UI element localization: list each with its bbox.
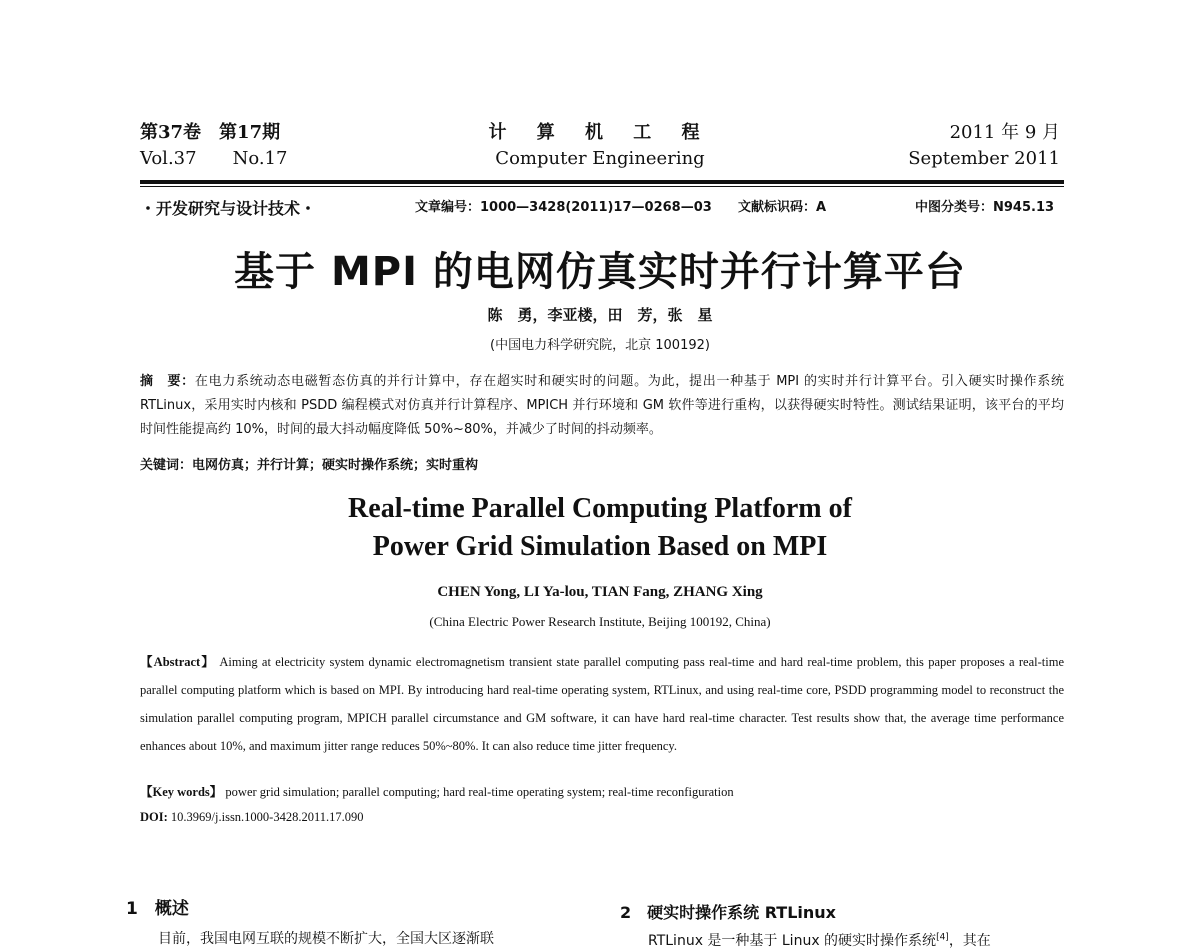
- abstract-cn: [140, 370, 1064, 442]
- section-2-text-tail: ，其在: [948, 933, 991, 949]
- header-rule-thick: [140, 180, 1064, 184]
- header-rule-thin: [140, 186, 1064, 187]
- abstract-en-label: 【Abstract】: [140, 655, 216, 669]
- volume-issue-en: Vol.37 No.17: [140, 148, 288, 169]
- affiliation-cn: (中国电力科学研究院，北京 100192): [490, 338, 710, 353]
- paper-title-en: [100, 490, 1100, 566]
- section-2-heading: 2 硬实时操作系统 RTLinux: [620, 903, 837, 922]
- abstract-cn-label: 摘 要：: [140, 374, 195, 389]
- paper-title-en-line1: Real-time Parallel Computing Platform of: [348, 493, 852, 524]
- date-cn: 2011 年 9 月: [949, 122, 1060, 143]
- journal-name-cn: 计 算 机 工 程: [488, 122, 712, 143]
- section-1-body: 目前，我国电网互联的规模不断扩大，全国大区逐渐联: [158, 931, 494, 947]
- section-2-body: [648, 930, 991, 950]
- journal-date: [908, 120, 1060, 172]
- keywords-en-text: power grid simulation; parallel computing; hard real-time operating system; real-time reconfiguration: [222, 785, 734, 799]
- citation-ref: [4]: [936, 932, 949, 943]
- abstract-cn-text: 在电力系统动态电磁暂态仿真的并行计算中，存在超实时和硬实时的问题。为此，提出一种基于 MPI 的实时并行计算平台。引入硬实时操作系统 RTLinux，采用实时内核和 PSDD 编程模式对仿真并行计算程序、MPICH 并行环境和 GM 软件等进行重构，以获得硬实时特性。测试结果证明，该平台的平均时间性能提高约 10%，时间的最大抖动幅度降低 50%~80%，并减少了时间的抖动频率。: [140, 374, 1064, 437]
- abstract-en-text: Aiming at electricity system dynamic electromagnetism transient state parallel computing pass real-time and hard real-time problem, this paper proposes a real-time parallel computing platform which is based on MPI. By introducing hard real-time operating system, RTLinux, and using real-time core, PSDD programming model to reconstruct the simulation parallel computing program, MPICH parallel circumstance and GM software, it can have hard real-time character. Test results show that, the average time performance enhances about 10%, and maximum jitter range reduces 50%~80%. It can also reduce time jitter frequency.: [140, 655, 1065, 753]
- article-category: ・开发研究与设计技术・: [140, 199, 317, 218]
- journal-volume-issue: [140, 120, 287, 172]
- date-en: September 2011: [908, 148, 1060, 169]
- doi-label: DOI:: [140, 810, 168, 824]
- journal-name: [440, 120, 760, 172]
- abstract-en: [140, 648, 1064, 760]
- keywords-cn: 关键词：电网仿真；并行计算；硬实时操作系统；实时重构: [140, 458, 479, 473]
- classification-number: 中图分类号：N945.13: [915, 200, 1055, 215]
- volume-issue-cn: 第37卷 第17期: [140, 122, 281, 143]
- paper-title-en-line2: Power Grid Simulation Based on MPI: [372, 531, 828, 562]
- article-number: 文章编号：1000—3428(2011)17—0268—03: [415, 200, 712, 215]
- authors-cn: 陈 勇，李亚楼，田 芳，张 星: [487, 306, 713, 324]
- document-code: 文献标识码：A: [738, 200, 827, 215]
- section-2-text: RTLinux 是一种基于 Linux 的硬实时操作系统: [648, 933, 937, 949]
- affiliation-en: (China Electric Power Research Institute, Beijing 100192, China): [429, 614, 771, 629]
- section-1-heading: 1 概述: [126, 899, 189, 919]
- keywords-en: [140, 782, 1064, 800]
- authors-en: CHEN Yong, LI Ya-lou, TIAN Fang, ZHANG Xing: [437, 584, 763, 600]
- journal-name-en: Computer Engineering: [495, 148, 705, 169]
- doi: [140, 810, 1064, 825]
- paper-title-cn: 基于 MPI 的电网仿真实时并行计算平台: [234, 249, 966, 295]
- article-meta-row: [140, 196, 1064, 218]
- doi-value: 10.3969/j.issn.1000-3428.2011.17.090: [167, 810, 364, 824]
- keywords-en-label: 【Key words】: [140, 785, 223, 799]
